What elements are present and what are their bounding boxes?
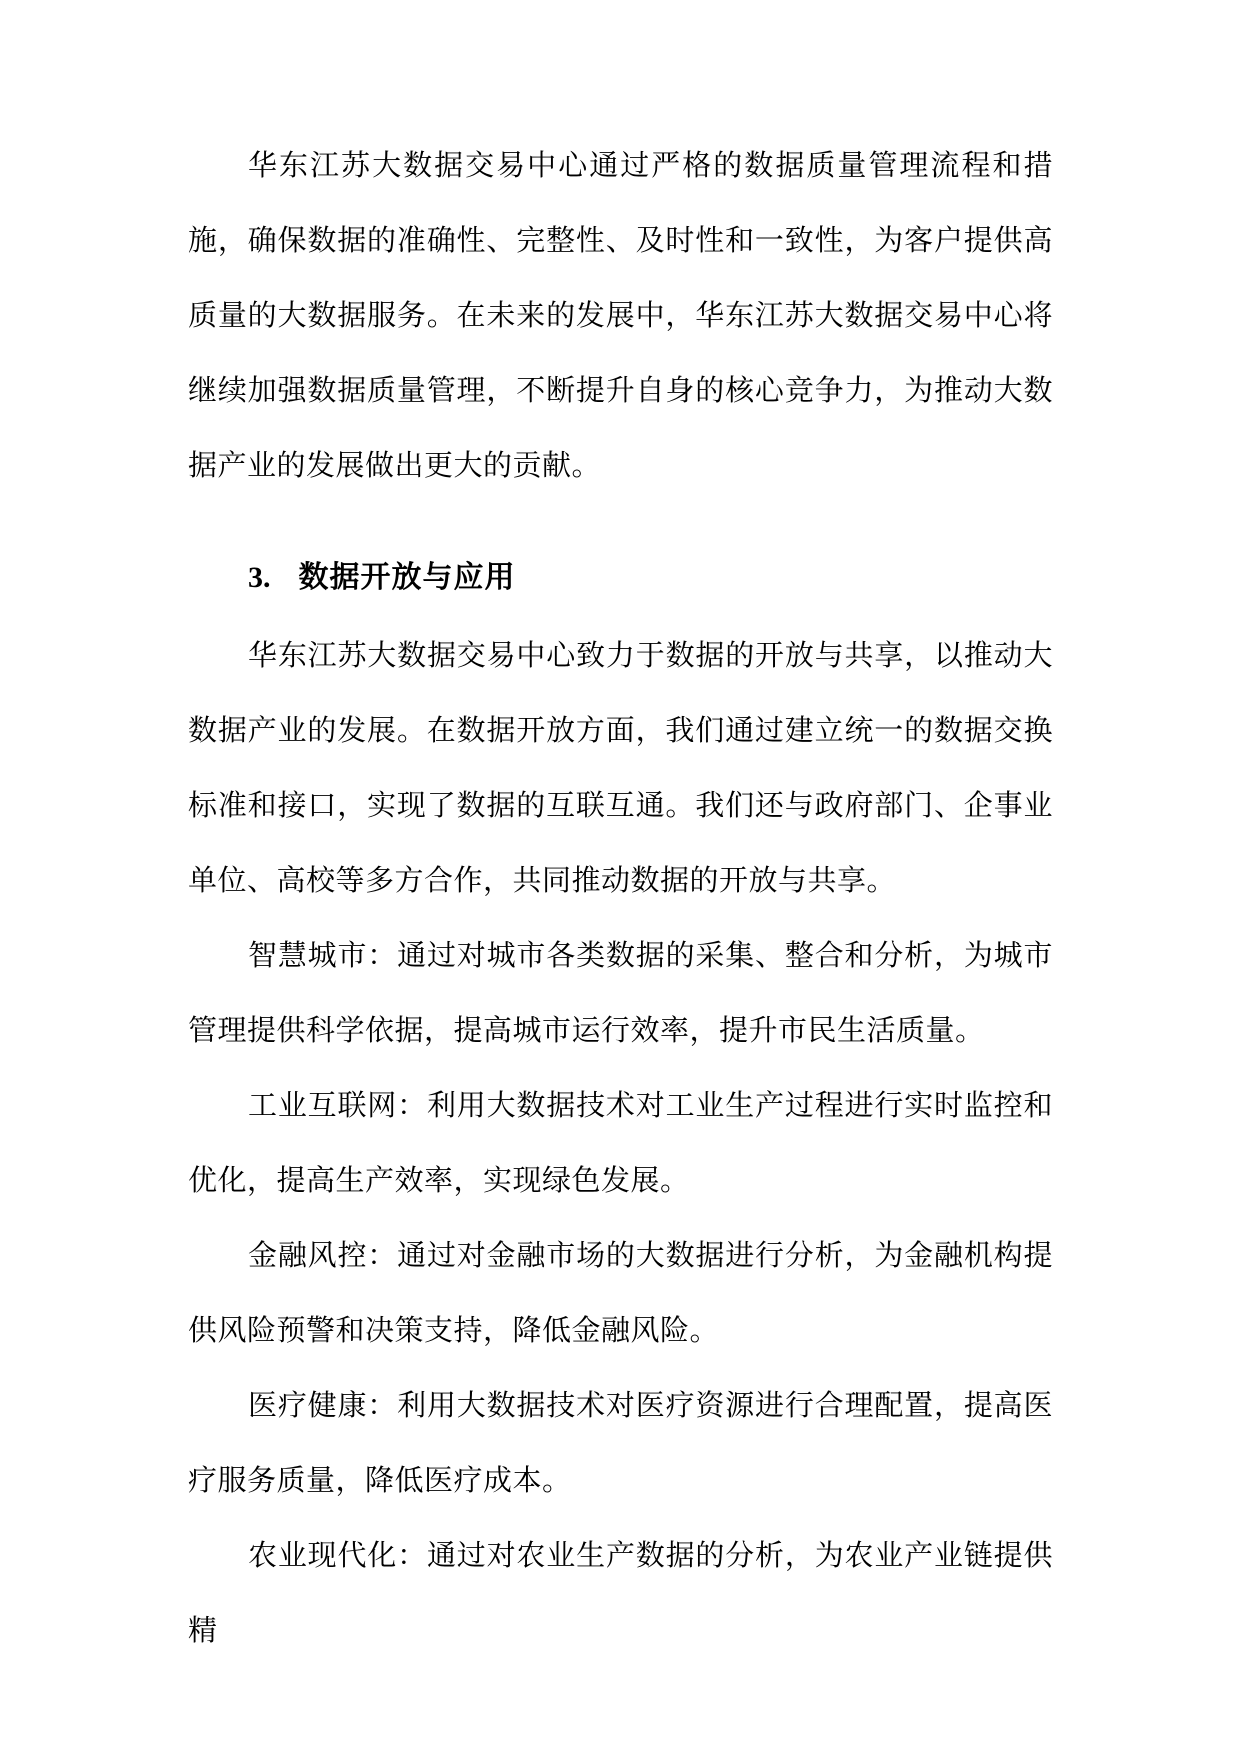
paragraph-data-quality: 华东江苏大数据交易中心通过严格的数据质量管理流程和措施，确保数据的准确性、完整性、及时性和一致性，为客户提供高质量的大数据服务。在未来的发展中，华东江苏大数据交易中心将继续加强数据质量管理，不断提升自身的核心竞争力，为推动大数据产业的发展做出更大的贡献。 [188,150,1053,482]
heading-number: 3. [248,561,271,594]
paragraph-medical-health: 医疗健康：利用大数据技术对医疗资源进行合理配置，提高医疗服务质量，降低医疗成本。 [188,1390,1053,1497]
document-content [188,129,1053,1669]
paragraph-agriculture-cutoff: 农业现代化：通过对农业生产数据的分析，为农业产业链提供精 [188,1540,1053,1647]
section-heading [188,540,1053,615]
heading-text: 数据开放与应用 [298,561,516,594]
paragraph-financial-risk: 金融风控：通过对金融市场的大数据进行分析，为金融机构提供风险预警和决策支持，降低金融风险。 [188,1240,1053,1347]
paragraph-smart-city: 智慧城市：通过对城市各类数据的采集、整合和分析，为城市管理提供科学依据，提高城市运行效率，提升市民生活质量。 [188,940,1053,1047]
paragraph-data-openness: 华东江苏大数据交易中心致力于数据的开放与共享，以推动大数据产业的发展。在数据开放方面，我们通过建立统一的数据交换标准和接口，实现了数据的互联互通。我们还与政府部门、企事业单位、高校等多方合作，共同推动数据的开放与共享。 [188,640,1053,897]
paragraph-industrial-internet: 工业互联网：利用大数据技术对工业生产过程进行实时监控和优化，提高生产效率，实现绿色发展。 [188,1090,1053,1197]
